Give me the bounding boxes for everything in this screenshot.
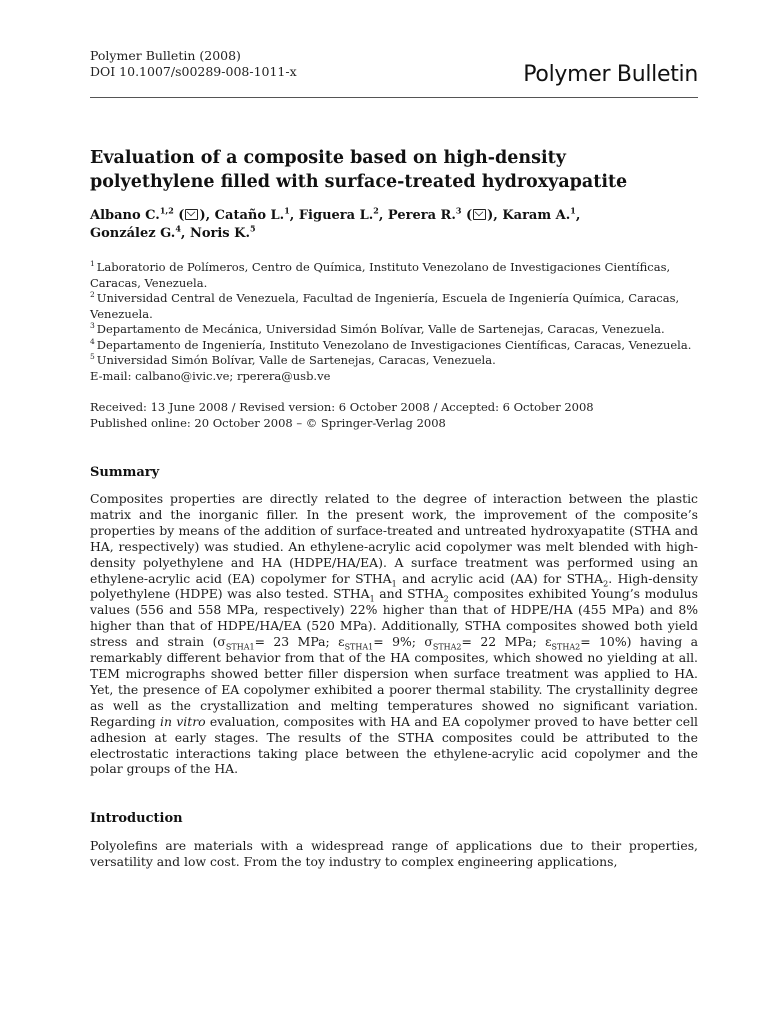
doi-line: DOI 10.1007/s00289-008-1011-x [90, 64, 297, 79]
author: Cataño L.$^1$, [214, 205, 299, 223]
author-list [90, 207, 698, 243]
affiliation-item: $^4$ Departamento de Ingeniería, Instituto Venezolano de Investigaciones Científicas, Caracas, Venezuela. [90, 336, 692, 352]
corresponding-author-icon [473, 209, 486, 220]
corresponding-author-icon [185, 209, 198, 220]
author-affiliation-number: 2 [373, 205, 379, 216]
received-dates: Received: 13 June 2008 / Revised version: 6 October 2008 / Accepted: 6 October 2008 [90, 400, 594, 414]
author-affiliation-number: 1 [570, 205, 576, 216]
author-affiliation-number: 1,2 [159, 205, 174, 216]
author-name: Karam A. [502, 208, 571, 223]
author-name: Noris K. [189, 226, 250, 241]
article-title [90, 146, 698, 194]
title-line-1: Evaluation of a composite based on high-density [90, 148, 566, 168]
author-name: Perera R. [387, 208, 456, 223]
introduction-heading: Introduction [90, 811, 183, 827]
author-name: González G. [90, 226, 176, 241]
article-dates [90, 400, 698, 431]
summary-text: Composites properties are directly related to the degree of interaction between the plastic matrix and the inorganic filler. In the present work, the improvement of the composite’s properties by means of the addition of surface-treated and untreated hydroxyapatite (STHA and HA, respectively) was studied. An ethylene-acrylic acid copolymer was melt blended with high-density polyethylene and HA (HDPE/HA/EA). A surface treatment was performed using an ethylene-acrylic acid (EA) copolymer for $STHA_1$ and acrylic acid (AA) for $STHA_2$. High-density polyethylene (HDPE) was also tested. $STHA_1$ and $STHA_2$ composites exhibited Young’s modulus values (556 and 558 MPa, respectively) 22% higher than that of HDPE/HA (455 MPa) and 8% higher than that of HDPE/HA/EA (520 MPa). Additionally, STHA composites showed both yield stress and strain ($\sigma_{STHA1}= 23$ MPa; $\varepsilon_{STHA1}= 9\%$; $\sigma_{STHA2}= 22$ MPa; $\varepsilon_{STHA2}= 10\%$) having a remarkably different behavior from that of the HA composites, which showed no yielding at all. TEM micrographs showed better filler dispersion when surface treatment was applied to HA. Yet, the presence of EA copolymer exhibited a poorer thermal stability. The crystallinity degree as well as the crystallization and melting temperatures showed no significant variation. Regarding in vitro evaluation, composites with HA and EA copolymer proved to have better cell adhesion at early stages. The results of the STHA composites could be attributed to the electrostatic interactions taking place between the ethylene-acrylic acid copolymer and the polar groups of the HA. [90, 491, 698, 777]
author: Karam A.$^1$, [502, 205, 581, 223]
author: Albano C.$^{1,2}$ ( ), [90, 205, 215, 223]
journal-brand: Polymer Bulletin [523, 62, 698, 87]
author-affiliation-number: 5 [249, 223, 256, 234]
author-affiliation-number: 4 [175, 223, 181, 234]
author-name: Cataño L. [214, 208, 285, 223]
summary-heading: Summary [90, 465, 160, 480]
journal-citation [90, 48, 297, 80]
affiliation-item: $^3$ Departamento de Mecánica, Universidad Simón Bolívar, Valle de Sartenejas, Caracas, Venezuela. [90, 321, 665, 336]
author: Figuera L.$^2$, [298, 205, 388, 223]
author: González G.$^4$, [90, 223, 190, 241]
header-rule [90, 97, 698, 98]
journal-header [90, 48, 698, 106]
affiliation-item: $^5$ Universidad Simón Bolívar, Valle de Sartenejas, Caracas, Venezuela. [90, 352, 496, 367]
email-line: E-mail: calbano@ivic.ve; rperera@usb.ve [90, 368, 331, 383]
author-affiliation-number: 3 [455, 205, 462, 216]
affiliation-list [90, 260, 698, 369]
author-affiliation-number: 1 [284, 205, 290, 216]
journal-line: Polymer Bulletin (2008) [90, 48, 241, 63]
published-date: Published online: 20 October 2008 – © Springer-Verlag 2008 [90, 415, 446, 430]
author: Perera R.$^3$ ( ), [387, 205, 503, 223]
affiliation-item: $^2$ Universidad Central de Venezuela, Facultad de Ingeniería, Escuela de Ingeniería Química, Caracas, Venezuela. [90, 290, 680, 321]
article-page [90, 48, 698, 870]
affiliation-item: $^1$ Laboratorio de Polímeros, Centro de Química, Instituto Venezolano de Investigaciones Científicas, Caracas, Venezuela. [90, 259, 671, 290]
author [189, 223, 256, 241]
author-name: Figuera L. [298, 208, 374, 223]
title-line-2: polyethylene filled with surface-treated hydroxyapatite [90, 172, 628, 192]
author-name: Albano C. [90, 208, 160, 223]
introduction-text: Polyolefins are materials with a widespread range of applications due to their properties, versatility and low cost. From the toy industry to complex engineering applications, [90, 838, 698, 870]
